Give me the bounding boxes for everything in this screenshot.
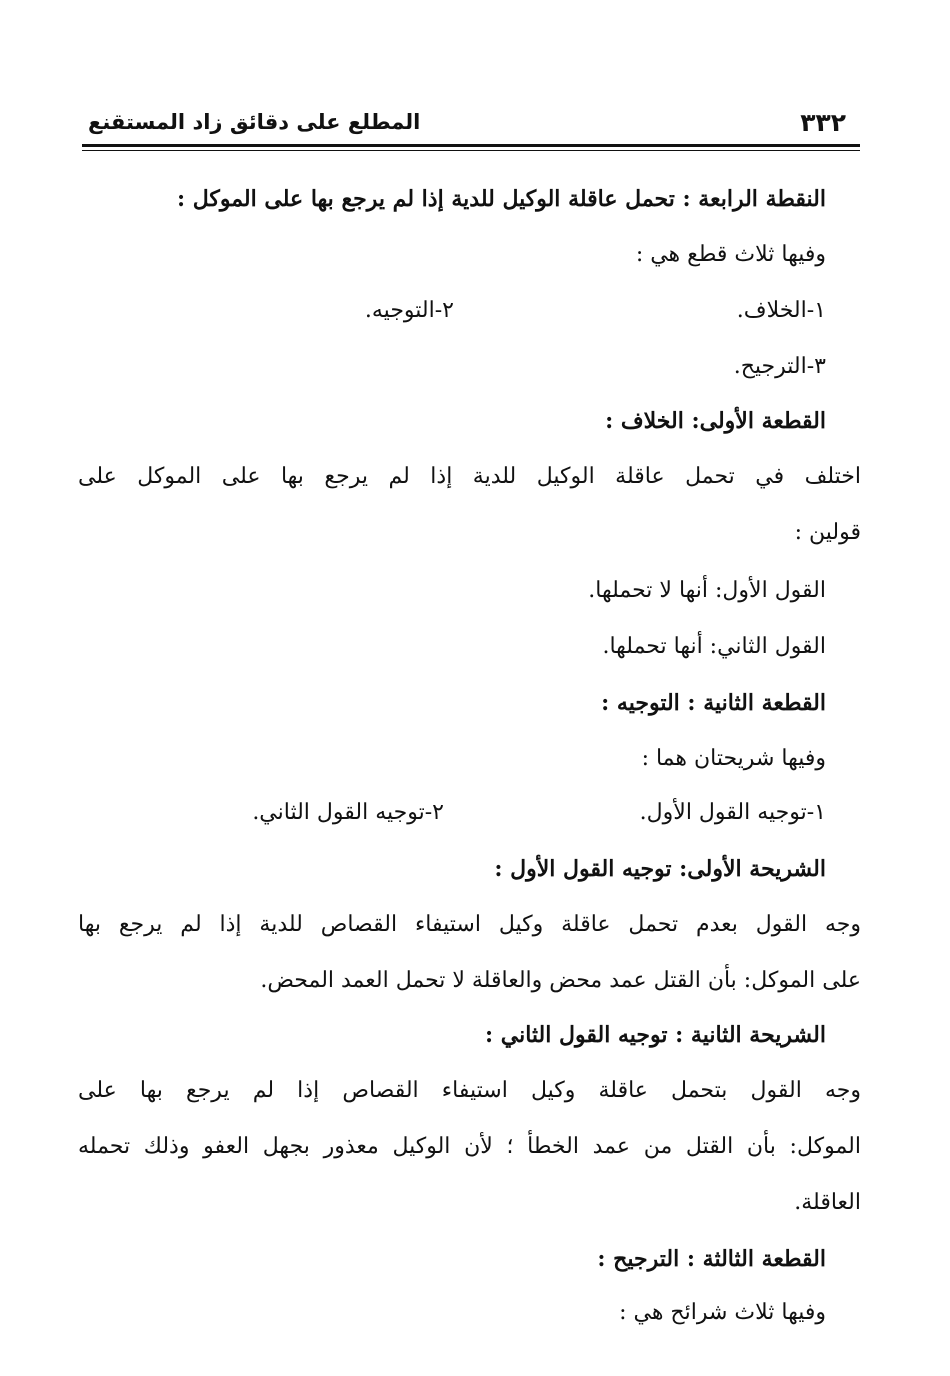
list-row [88,784,826,842]
page-number: ٣٣٢ [800,108,846,137]
header-rule-thick [82,144,860,147]
paragraph-line: العاقلة. [794,1190,861,1215]
list-item: ٣-الترجيح. [733,354,826,379]
paragraph-line: القول الأول: أنها لا تحملها. [588,578,826,603]
paragraph-line: على الموكل: بأن القتل عمد محض والعاقلة لا تحمل العمد المحض. [260,968,861,993]
list-item: ١-الخلاف. [736,298,826,323]
paragraph-line: وفيها شريحتان هما : [641,746,826,771]
list-item: ٢-التوجيه. [364,298,454,323]
heading-section-two: القطعة الثانية : التوجيه : [601,690,826,716]
heading-slice-one: الشريحة الأولى: توجيه القول الأول : [494,856,826,882]
paragraph-line: الموكل: بأن القتل من عمد الخطأ ؛ لأن الوكيل معذور بجهل العفو وذلك تحمله [78,1134,861,1159]
heading-section-one: القطعة الأولى: الخلاف : [605,408,826,434]
paragraph-line: وجه القول بتحمل عاقلة وكيل استيفاء القصاص إذا لم يرجع بها على [78,1078,861,1103]
running-title: المطلع على دقائق زاد المستقنع [88,110,421,134]
paragraph-line: قولين : [794,520,861,545]
heading-slice-two: الشريحة الثانية : توجيه القول الثاني : [484,1022,826,1048]
list-row [88,282,826,340]
heading-section-three: القطعة الثالثة : الترجيح : [597,1246,826,1272]
paragraph-line: القول الثاني: أنها تحملها. [602,634,826,659]
header-rule-thin [82,150,860,151]
paragraph-line: وجه القول بعدم تحمل عاقلة وكيل استيفاء القصاص للدية إذا لم يرجع بها [78,912,861,937]
paragraph-line: وفيها ثلاث شرائح هي : [619,1300,826,1325]
paragraph-line: وفيها ثلاث قطع هي : [635,242,826,267]
paragraph-line: اختلف في تحمل عاقلة الوكيل للدية إذا لم يرجع بها على الموكل على [78,464,861,489]
list-item: ١-توجيه القول الأول. [639,800,826,825]
page-header [82,104,860,144]
list-item: ٢-توجيه القول الثاني. [252,800,444,825]
heading-point-four: النقطة الرابعة : تحمل عاقلة الوكيل للدية إذا لم يرجع بها على الموكل : [176,186,826,212]
